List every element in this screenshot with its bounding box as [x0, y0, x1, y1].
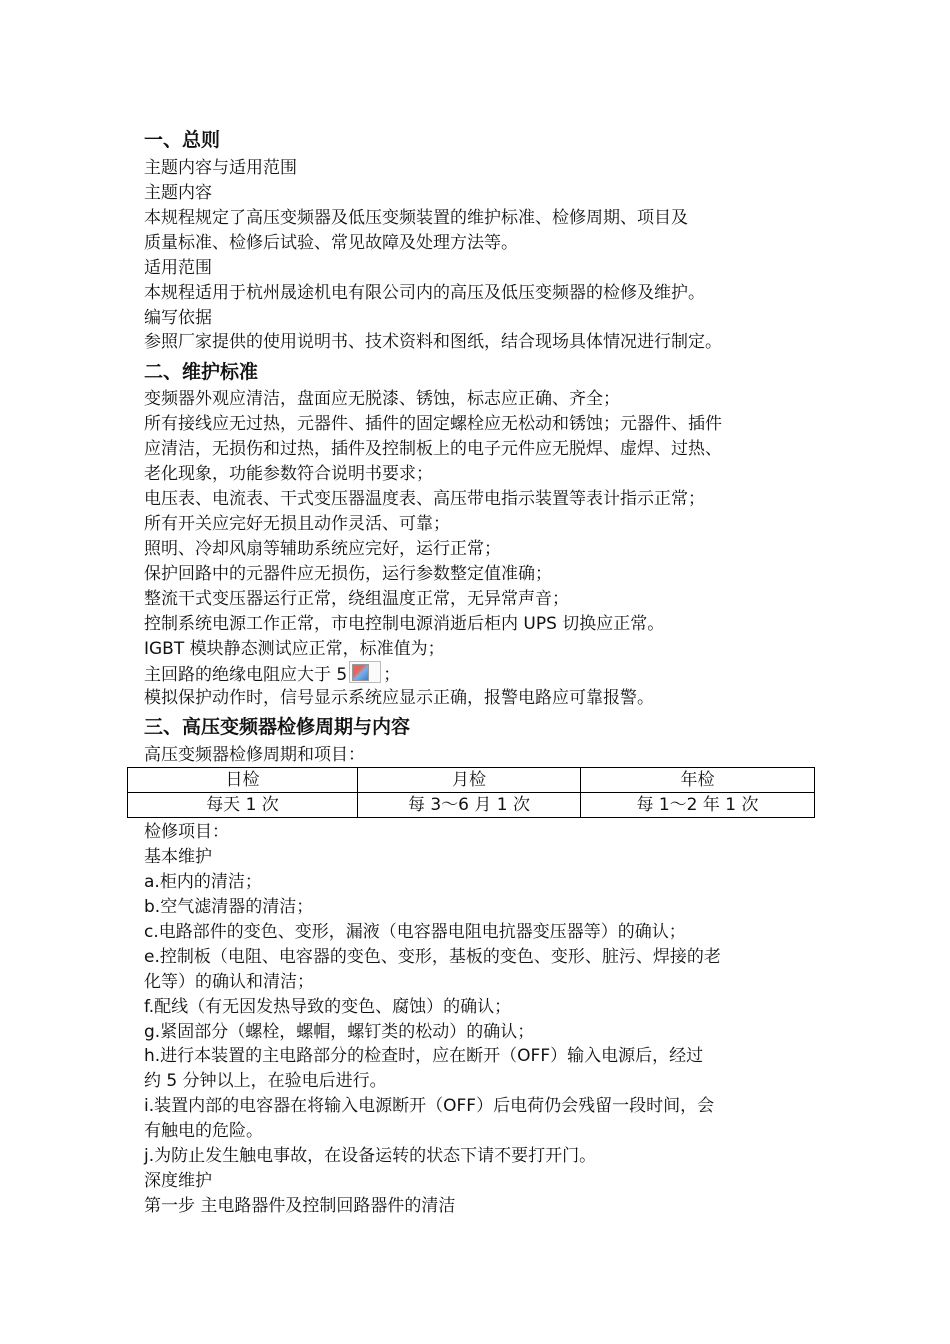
text-fragment: ；	[383, 665, 401, 685]
list-item: c.电路部件的变色、变形，漏液（电容器电阻电抗器变压器等）的确认；	[144, 922, 686, 942]
table-row	[128, 793, 815, 818]
text-line: 基本维护	[144, 847, 212, 867]
list-item: f.配线（有无因发热导致的变色、腐蚀）的确认；	[144, 997, 512, 1017]
text-line: IGBT 模块静态测试应正常，标准值为；	[144, 639, 445, 659]
text-line	[144, 661, 400, 687]
table-cell: 每天 1 次	[128, 793, 358, 818]
list-item: b.空气滤清器的清洁；	[144, 897, 314, 917]
table-header-cell: 年检	[581, 768, 815, 793]
table-header-cell: 日检	[128, 768, 358, 793]
text-line: 变频器外观应清洁，盘面应无脱漆、锈蚀，标志应正确、齐全；	[144, 389, 620, 409]
list-item: a.柜内的清洁；	[144, 872, 262, 892]
list-item-continuation: 化等）的确认和清洁；	[144, 972, 314, 992]
table-cell: 每 1～2 年 1 次	[581, 793, 815, 818]
image-placeholder-icon	[352, 664, 369, 681]
table-header-row	[128, 768, 815, 793]
text-line: 检修项目：	[144, 822, 229, 842]
list-item-continuation: 约 5 分钟以上，在验电后进行。	[144, 1071, 387, 1091]
text-line: 适用范围	[144, 258, 212, 278]
text-line: 质量标准、检修后试验、常见故障及处理方法等。	[144, 233, 518, 253]
text-line: 参照厂家提供的使用说明书、技术资料和图纸，结合现场具体情况进行制定。	[144, 332, 722, 352]
text-line: 深度维护	[144, 1171, 212, 1191]
list-item-continuation: 有触电的危险。	[144, 1121, 263, 1141]
list-item: i.装置内部的电容器在将输入电源断开（OFF）后电荷仍会残留一段时间，会	[144, 1096, 715, 1116]
table-header-cell: 月检	[358, 768, 581, 793]
text-line: 应清洁，无损伤和过热，插件及控制板上的电子元件应无脱焊、虚焊、过热、	[144, 439, 722, 459]
text-line: 照明、冷却风扇等辅助系统应完好，运行正常；	[144, 539, 501, 559]
table-cell: 每 3～6 月 1 次	[358, 793, 581, 818]
list-item: e.控制板（电阻、电容器的变色、变形，基板的变色、变形、脏污、焊接的老	[144, 947, 721, 967]
text-line: 第一步 主电路器件及控制回路器件的清洁	[144, 1196, 456, 1216]
text-line: 老化现象，功能参数符合说明书要求；	[144, 464, 433, 484]
text-line: 控制系统电源工作正常，市电控制电源消逝后柜内 UPS 切换应正常。	[144, 614, 665, 634]
text-line: 所有接线应无过热，元器件、插件的固定螺栓应无松动和锈蚀；元器件、插件	[144, 414, 722, 434]
text-line: 本规程规定了高压变频器及低压变频装置的维护标准、检修周期、项目及	[144, 208, 688, 228]
table-caption: 高压变频器检修周期和项目：	[144, 745, 365, 765]
text-line: 主题内容	[144, 183, 212, 203]
schedule-table	[127, 767, 815, 818]
text-fragment: 主回路的绝缘电阻应大于 5	[144, 665, 348, 685]
text-line: 模拟保护动作时，信号显示系统应显示正确，报警电路应可靠报警。	[144, 688, 654, 708]
text-line: 本规程适用于杭州晟途机电有限公司内的高压及低压变频器的检修及维护。	[144, 283, 705, 303]
list-item: g.紧固部分（螺栓，螺帽，螺钉类的松动）的确认；	[144, 1022, 535, 1042]
section-heading-maintenance: 二、维护标准	[144, 361, 259, 383]
text-line: 电压表、电流表、干式变压器温度表、高压带电指示装置等表计指示正常；	[144, 489, 705, 509]
broken-image-icon	[349, 661, 381, 683]
section-heading-schedule: 三、高压变频器检修周期与内容	[144, 716, 411, 738]
text-line: 主题内容与适用范围	[144, 158, 297, 178]
section-heading-general: 一、总则	[144, 129, 221, 151]
text-line: 编写依据	[144, 308, 212, 328]
list-item: j.为防止发生触电事故，在设备运转的状态下请不要打开门。	[144, 1146, 597, 1166]
text-line: 所有开关应完好无损且动作灵活、可靠；	[144, 514, 450, 534]
list-item: h.进行本装置的主电路部分的检查时，应在断开（OFF）输入电源后，经过	[144, 1046, 704, 1066]
text-line: 整流干式变压器运行正常，绕组温度正常，无异常声音；	[144, 589, 569, 609]
text-line: 保护回路中的元器件应无损伤，运行参数整定值准确；	[144, 564, 552, 584]
